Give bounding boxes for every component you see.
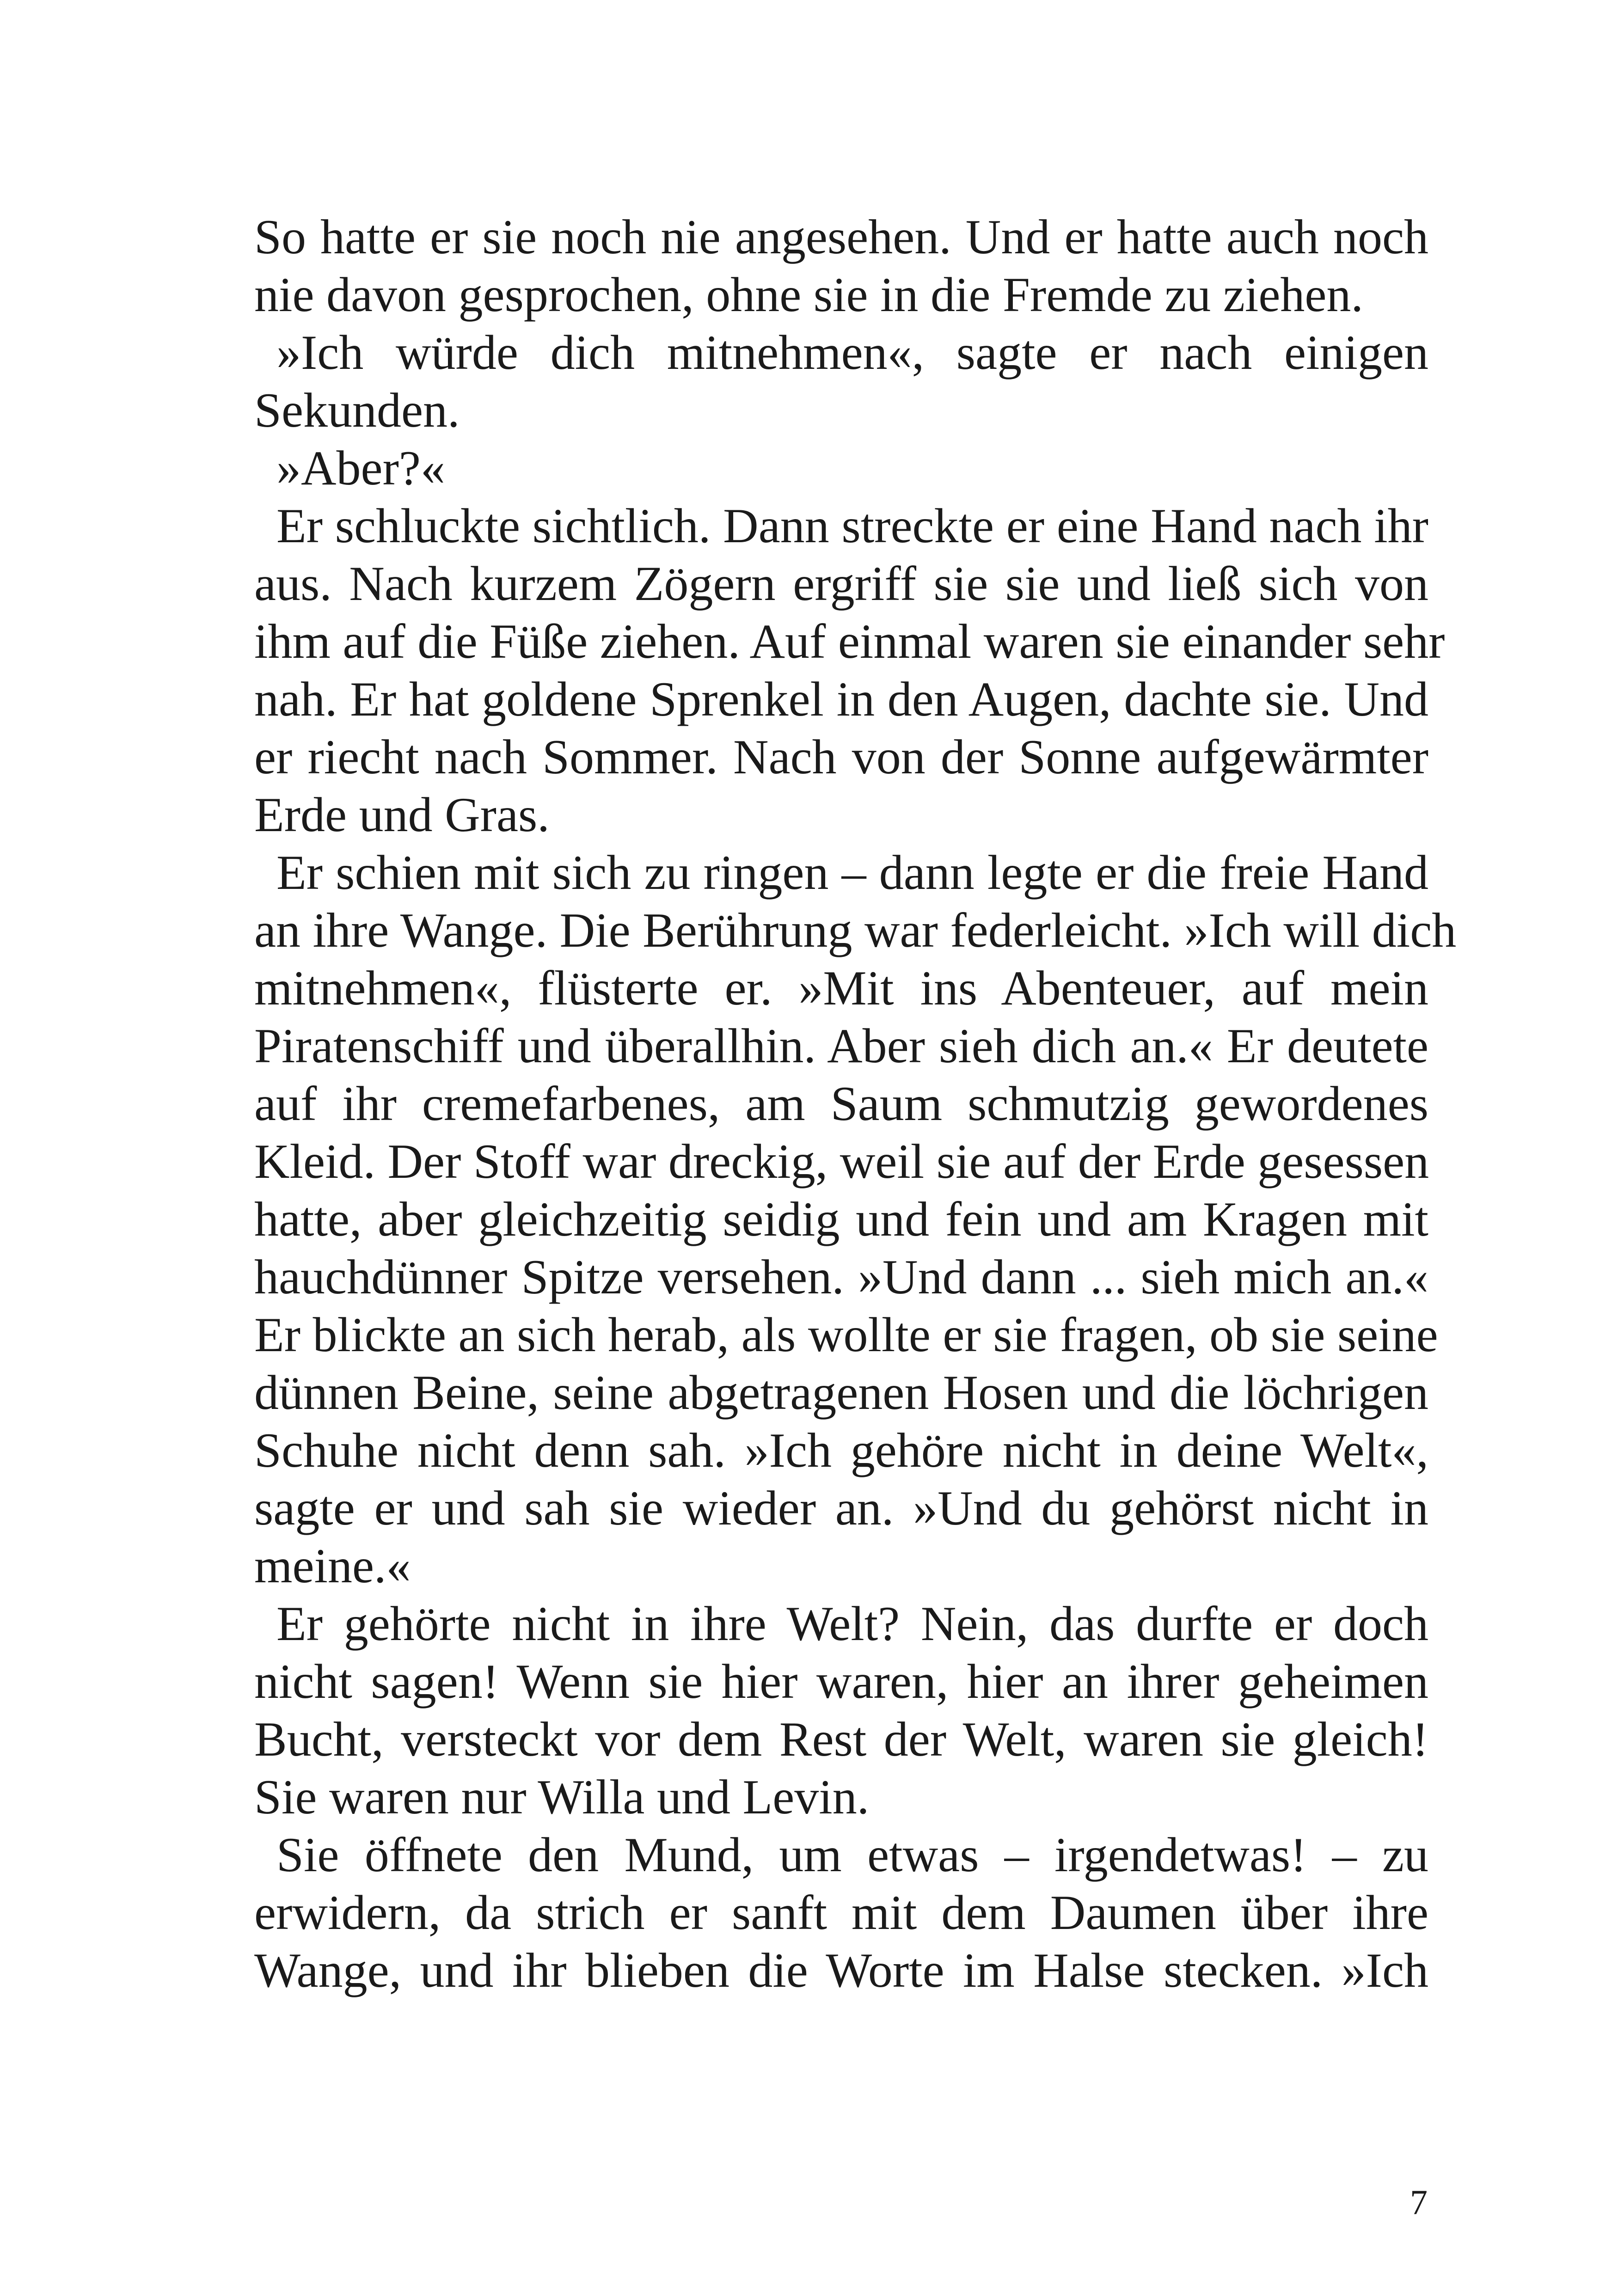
text-line: »Ich würde dich mitnehmen«, sagte er nach einigen [276,325,1428,380]
text-line: auf ihr cremefarbenes, am Saum schmutzig gewordenes [254,1077,1428,1131]
text-line: ihm auf die Füße ziehen. Auf einmal waren sie einander sehr [254,614,1445,668]
text-line: nah. Er hat goldene Sprenkel in den Augen, dachte sie. Und [254,672,1428,726]
text-line: Sekunden. [254,383,460,437]
page-number: 7 [1410,2183,1428,2222]
text-line: Kleid. Der Stoff war dreckig, weil sie auf der Erde gesessen [254,1134,1429,1188]
text-line: So hatte er sie noch nie angesehen. Und er hatte auch noch [254,210,1428,264]
text-line: hauchdünner Spitze versehen. »Und dann ... sieh mich an.« [254,1250,1428,1304]
text-line: »Aber?« [276,441,445,495]
text-line: meine.« [254,1539,411,1593]
text-line: Er schluckte sichtlich. Dann streckte er eine Hand nach ihr [276,499,1428,553]
text-line: Er blickte an sich herab, als wollte er sie fragen, ob sie seine [254,1308,1438,1362]
text-line: Wange, und ihr blieben die Worte im Halse stecken. »Ich [254,1943,1428,1997]
text-line: hatte, aber gleichzeitig seidig und fein und am Kragen mit [254,1192,1428,1246]
text-line: Er gehörte nicht in ihre Welt? Nein, das durfte er doch [276,1597,1428,1651]
text-line: nicht sagen! Wenn sie hier waren, hier an ihrer geheimen [254,1654,1428,1708]
text-line: Sie öffnete den Mund, um etwas – irgendetwas! – zu [276,1828,1428,1882]
text-line: aus. Nach kurzem Zögern ergriff sie sie und ließ sich von [254,557,1428,611]
text-line: Piratenschiff und überallhin. Aber sieh dich an.« Er deutete [254,1019,1428,1073]
text-line: er riecht nach Sommer. Nach von der Sonne aufgewärmter [254,730,1428,784]
text-line: mitnehmen«, flüsterte er. »Mit ins Abenteuer, auf mein [254,961,1428,1015]
text-line: an ihre Wange. Die Berührung war federleicht. »Ich will dich [254,903,1457,957]
text-line: sagte er und sah sie wieder an. »Und du gehörst nicht in [254,1481,1428,1535]
text-line: dünnen Beine, seine abgetragenen Hosen und die löchrigen [254,1365,1428,1420]
text-line: erwidern, da strich er sanft mit dem Daumen über ihre [254,1886,1428,1940]
text-line: Sie waren nur Willa und Levin. [254,1770,870,1824]
text-line: Er schien mit sich zu ringen – dann legte er die freie Hand [276,845,1428,900]
body-text [254,208,1457,1999]
text-line: Schuhe nicht denn sah. »Ich gehöre nicht in deine Welt«, [254,1423,1428,1477]
text-line: Erde und Gras. [254,788,550,842]
text-line: Bucht, versteckt vor dem Rest der Welt, waren sie gleich! [254,1712,1428,1766]
text-line: nie davon gesprochen, ohne sie in die Fremde zu ziehen. [254,268,1363,322]
